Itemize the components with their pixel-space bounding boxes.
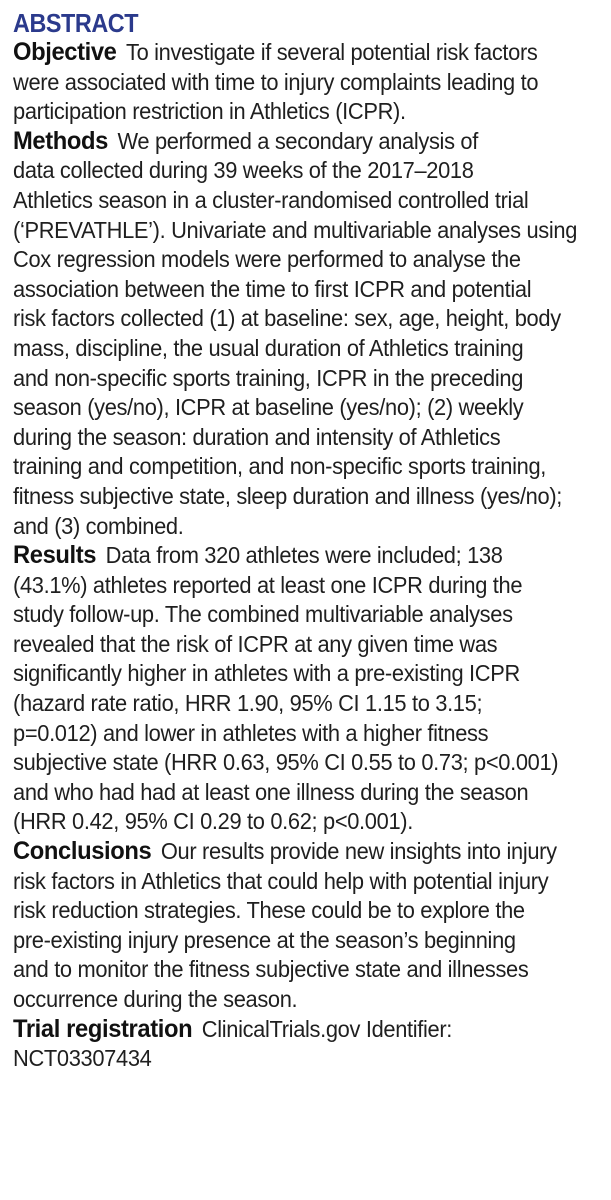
- objective-line-3: participation restriction in Athletics (ICPR).: [13, 98, 406, 125]
- methods-label: Methods: [13, 126, 108, 155]
- results-line-7: p=0.012) and lower in athletes with a higher fitness: [13, 719, 489, 746]
- results-line-1: Results Data from 320 athletes were included; 138: [13, 541, 503, 570]
- methods-line-13: fitness subjective state, sleep duration and illness (yes/no);: [13, 482, 563, 509]
- results-label: Results: [13, 541, 97, 570]
- results-line-10: (HRR 0.42, 95% CI 0.29 to 0.62; p<0.001).: [13, 808, 413, 835]
- conclusions-line-3: risk reduction strategies. These could be to explore the: [13, 897, 525, 924]
- methods-line-11: during the season: duration and intensity of Athletics: [13, 423, 501, 450]
- results-line-2: (43.1%) athletes reported at least one ICPR during the: [13, 571, 523, 598]
- methods-line-6: association between the time to first ICPR and potential: [13, 275, 532, 302]
- methods-line-7: risk factors collected (1) at baseline: sex, age, height, body: [13, 305, 561, 332]
- conclusions-label: Conclusions: [13, 837, 152, 866]
- results-line-8: subjective state (HRR 0.63, 95% CI 0.55 to 0.73; p<0.001): [13, 749, 559, 776]
- objective-line-1: Objective To investigate if several potential risk factors: [13, 38, 538, 66]
- results-line-6: (hazard rate ratio, HRR 1.90, 95% CI 1.15 to 3.15;: [13, 690, 483, 717]
- methods-line-14: and (3) combined.: [13, 512, 184, 539]
- conclusions-line-4: pre-existing injury presence at the season’s beginning: [13, 926, 516, 953]
- conclusions-line-2: risk factors in Athletics that could help with potential injury: [13, 867, 549, 894]
- methods-line-12: training and competition, and non-specific sports training,: [13, 453, 547, 480]
- results-section: [13, 541, 599, 837]
- methods-line-2: data collected during 39 weeks of the 2017–2018: [13, 157, 474, 184]
- objective-label: Objective: [13, 38, 117, 66]
- methods-line-3: Athletics season in a cluster-randomised controlled trial: [13, 186, 529, 213]
- conclusions-line-6: occurrence during the season.: [13, 986, 298, 1012]
- results-line-3: study follow-up. The combined multivariable analyses: [13, 601, 513, 628]
- trial-registration-section: [13, 1015, 599, 1074]
- trial-registration-label: Trial registration: [13, 1014, 193, 1043]
- abstract-heading: ABSTRACT: [13, 8, 139, 38]
- conclusions-line-5: and to monitor the fitness subjective state and illnesses: [13, 956, 529, 983]
- methods-line-1: Methods We performed a secondary analysis of: [13, 126, 478, 155]
- trial-registration-line-1: Trial registration ClinicalTrials.gov Identifier:: [13, 1014, 453, 1043]
- results-line-4: revealed that the risk of ICPR at any given time was: [13, 630, 498, 657]
- methods-line-8: mass, discipline, the usual duration of Athletics training: [13, 334, 524, 361]
- objective-section: [13, 38, 599, 127]
- methods-section: [13, 127, 599, 541]
- methods-line-9: and non-specific sports training, ICPR in the preceding: [13, 364, 524, 391]
- results-line-5: significantly higher in athletes with a pre-existing ICPR: [13, 660, 520, 687]
- conclusions-section: [13, 837, 599, 1015]
- methods-line-5: Cox regression models were performed to analyse the: [13, 246, 521, 273]
- trial-registration-id: NCT03307434: [13, 1045, 152, 1072]
- conclusions-line-1: Conclusions Our results provide new insights into injury: [13, 837, 557, 866]
- methods-line-10: season (yes/no), ICPR at baseline (yes/no); (2) weekly: [13, 394, 524, 421]
- objective-line-2: were associated with time to injury complaints leading to: [13, 68, 539, 95]
- methods-line-4: (‘PREVATHLE’). Univariate and multivariable analyses using: [13, 216, 578, 243]
- results-line-9: and who had had at least one illness during the season: [13, 778, 529, 805]
